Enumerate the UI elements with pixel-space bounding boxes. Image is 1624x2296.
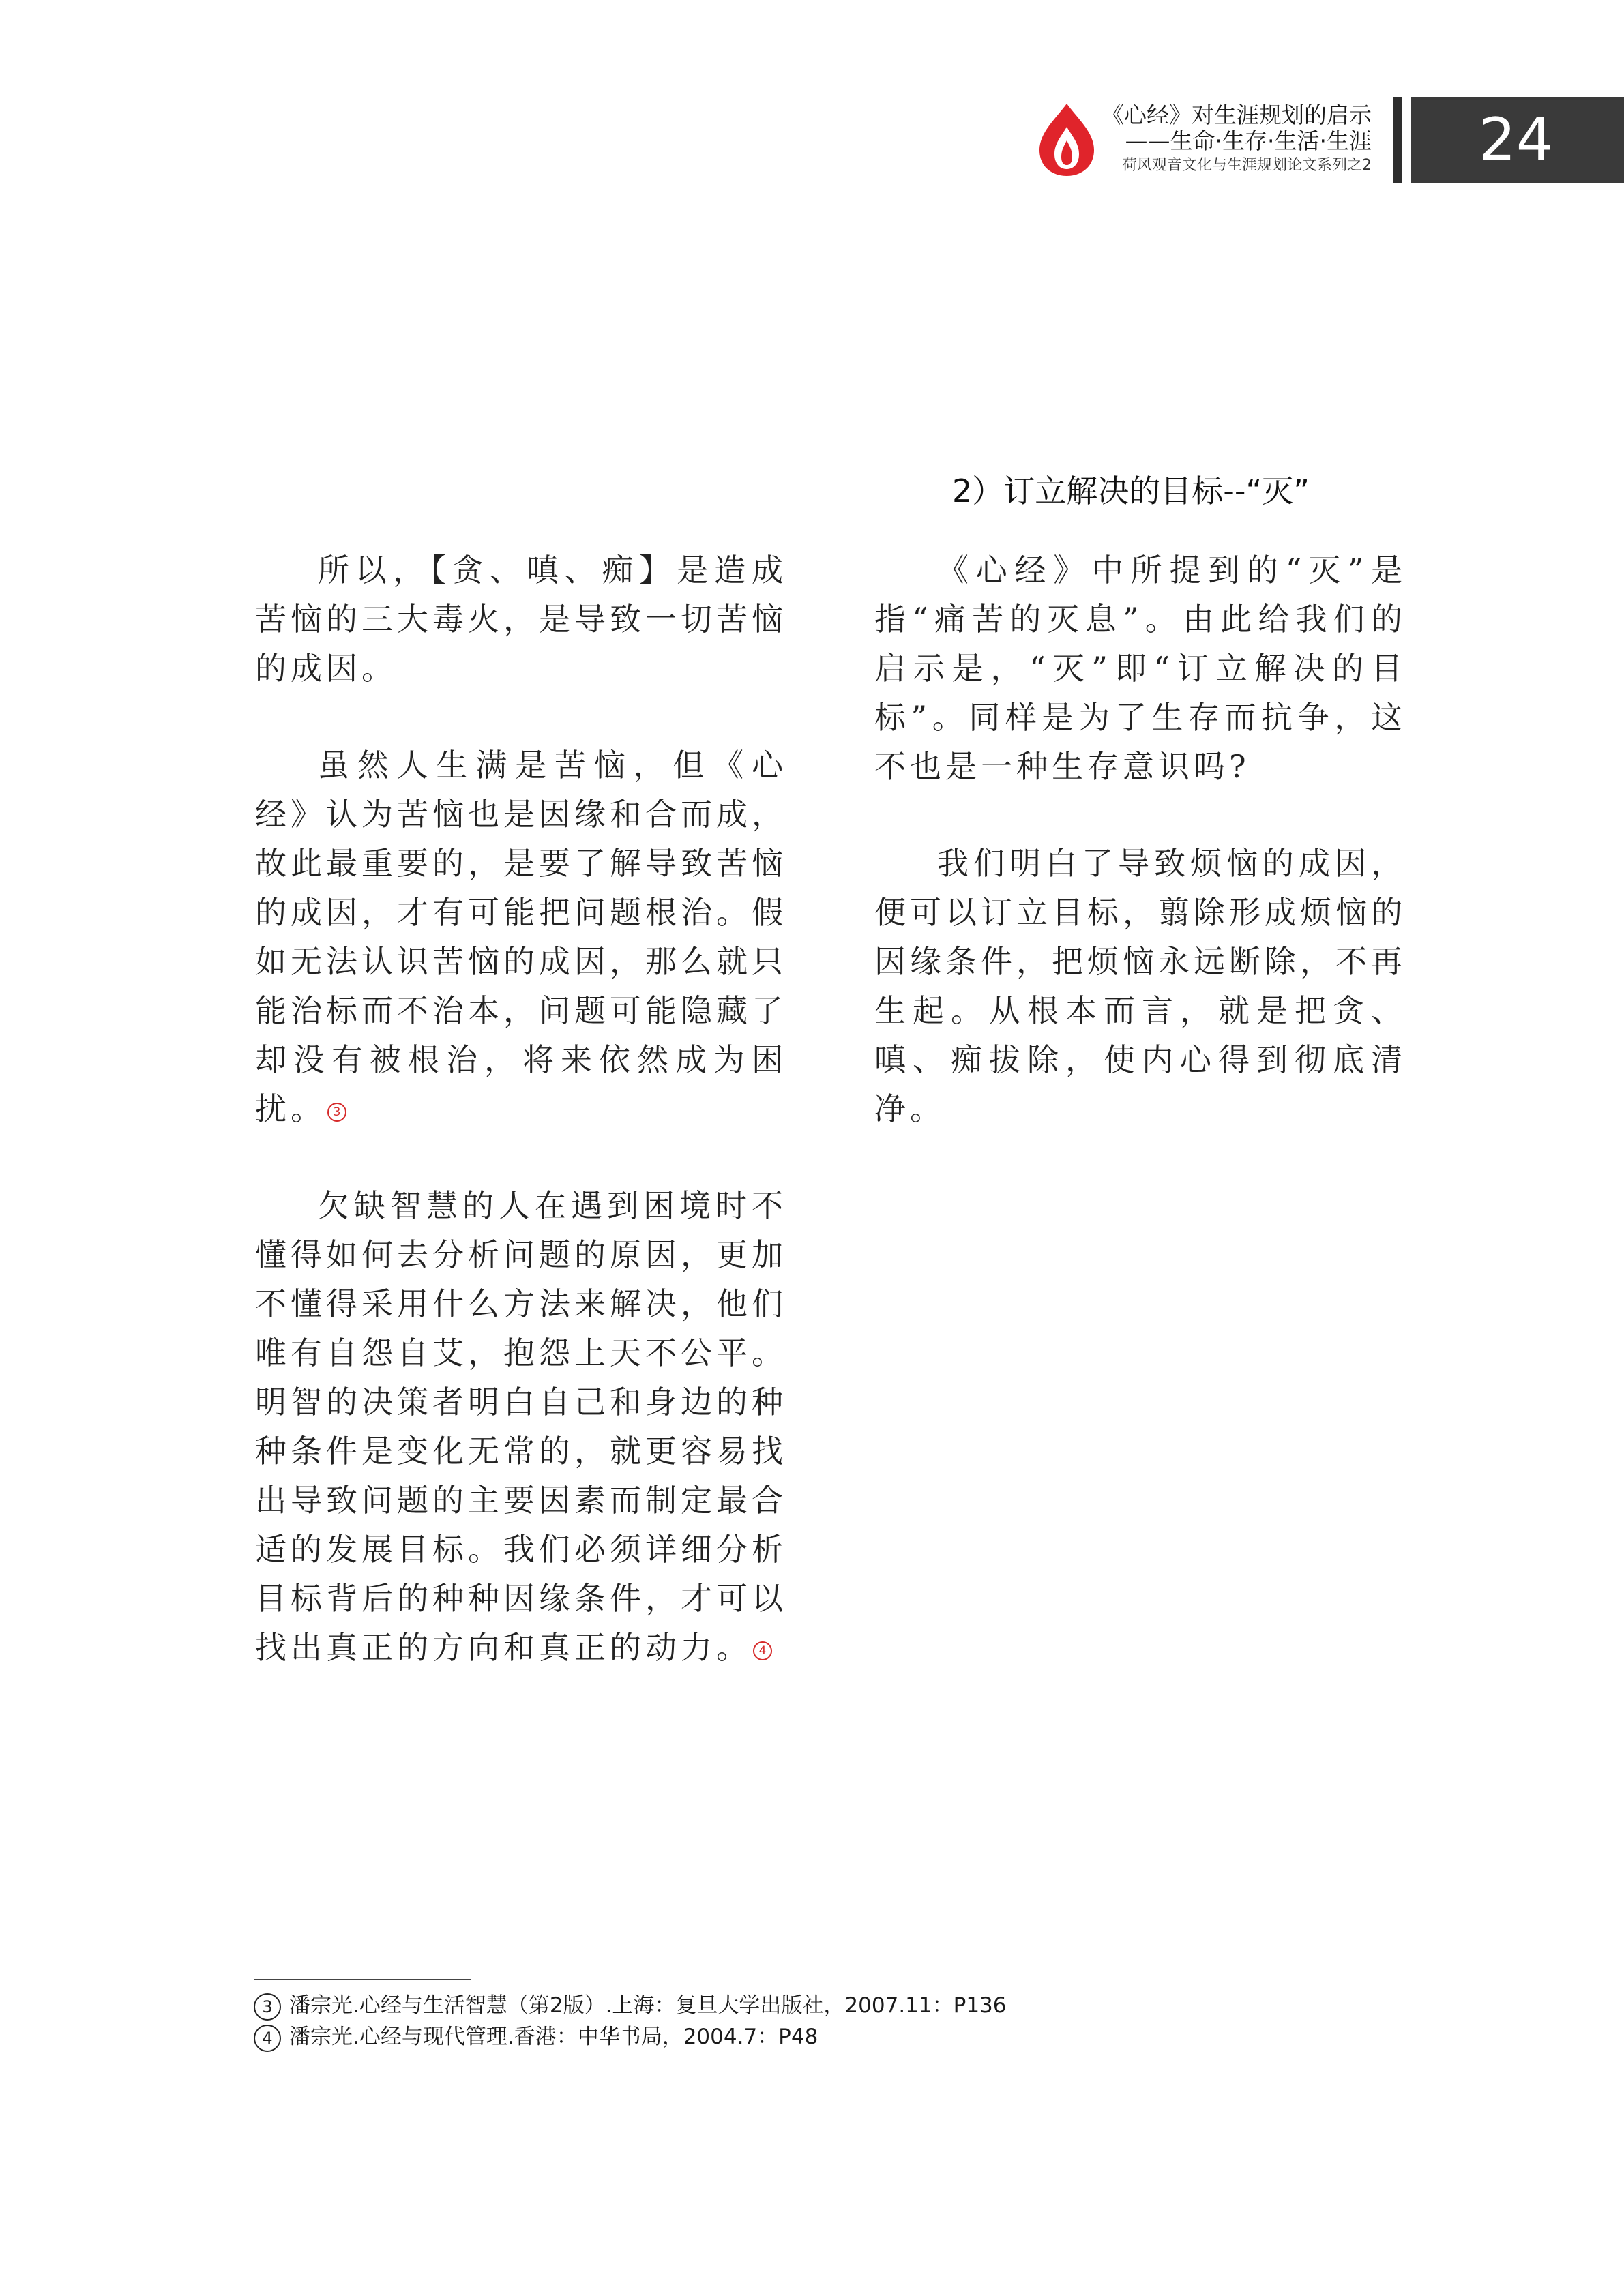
flame-logo-icon <box>1035 101 1098 177</box>
paragraph <box>255 1181 787 1672</box>
footnote-text: 潘宗光.心经与生活智慧（第2版）.上海：复旦大学出版社，2007.11：P136 <box>289 1993 1007 2018</box>
paragraph <box>255 741 787 1133</box>
paragraph-text: 欠缺智慧的人在遇到困境时不懂得如何去分析问题的原因，更加不懂得采用什么方法来解决，他们唯有自怨自艾，抱怨上天不公平。明智的决策者明白自己和身边的种种条件是变化无常的，就更容易找出导致问题的主要因素而制定最合适的发展目标。我们必须详细分析目标背后的种种因缘条件，才可以找出真正的方向和真正的动力。 <box>255 1187 787 1666</box>
footnote-number: 3 <box>254 1993 281 2021</box>
paragraph-text: 虽然人生满是苦恼，但《心经》认为苦恼也是因缘和合而成，故此最重要的，是要了解导致苦恼的成因，才有可能把问题根治。假如无法认识苦恼的成因，那么就只能治标而不治本，问题可能隐藏了却没有被根治，将来依然成为困扰。 <box>255 747 787 1127</box>
footnote-number: 4 <box>254 2025 281 2052</box>
section-heading: 2）订立解决的目标--“灭” <box>952 473 1310 509</box>
page-number: 24 <box>1411 97 1624 183</box>
publication-title: 《心经》对生涯规划的启示 <box>1102 102 1372 128</box>
paragraph-text: 《心经》中所提到的“灭”是指“痛苦的灭息”。由此给我们的启示是，“灭”即“订立解决的目标”。同样是为了生存而抗争，这不也是一种生存意识吗? <box>874 552 1406 785</box>
paragraph-text: 所以，【贪、嗔、痴】是造成苦恼的三大毒火，是导致一切苦恼的成因。 <box>255 552 787 687</box>
running-header <box>1102 102 1372 176</box>
left-column <box>255 546 787 1720</box>
paragraph <box>874 546 1406 791</box>
footnote-marker[interactable]: 3 <box>327 1103 346 1122</box>
paragraph <box>874 839 1406 1133</box>
right-column <box>874 546 1406 1181</box>
paragraph <box>255 546 787 693</box>
paragraph-text: 我们明白了导致烦恼的成因，便可以订立目标，翦除形成烦恼的因缘条件，把烦恼永远断除，不再生起。从根本而言，就是把贪、嗔、痴拔除，使内心得到彻底清净。 <box>874 845 1406 1127</box>
footnote-separator <box>254 1979 471 1980</box>
footnote-text: 潘宗光.心经与现代管理.香港：中华书局，2004.7：P48 <box>289 2025 818 2049</box>
footnotes <box>254 1990 1345 2053</box>
footnote-item <box>254 2021 1345 2053</box>
footnote-marker[interactable]: 4 <box>753 1641 772 1660</box>
series-label: 荷风观音文化与生涯规划论文系列之2 <box>1122 157 1372 174</box>
publication-subtitle: ——生命·生存·生活·生涯 <box>1125 128 1372 154</box>
footnote-item <box>254 1990 1345 2021</box>
header-divider-bar <box>1393 97 1402 183</box>
